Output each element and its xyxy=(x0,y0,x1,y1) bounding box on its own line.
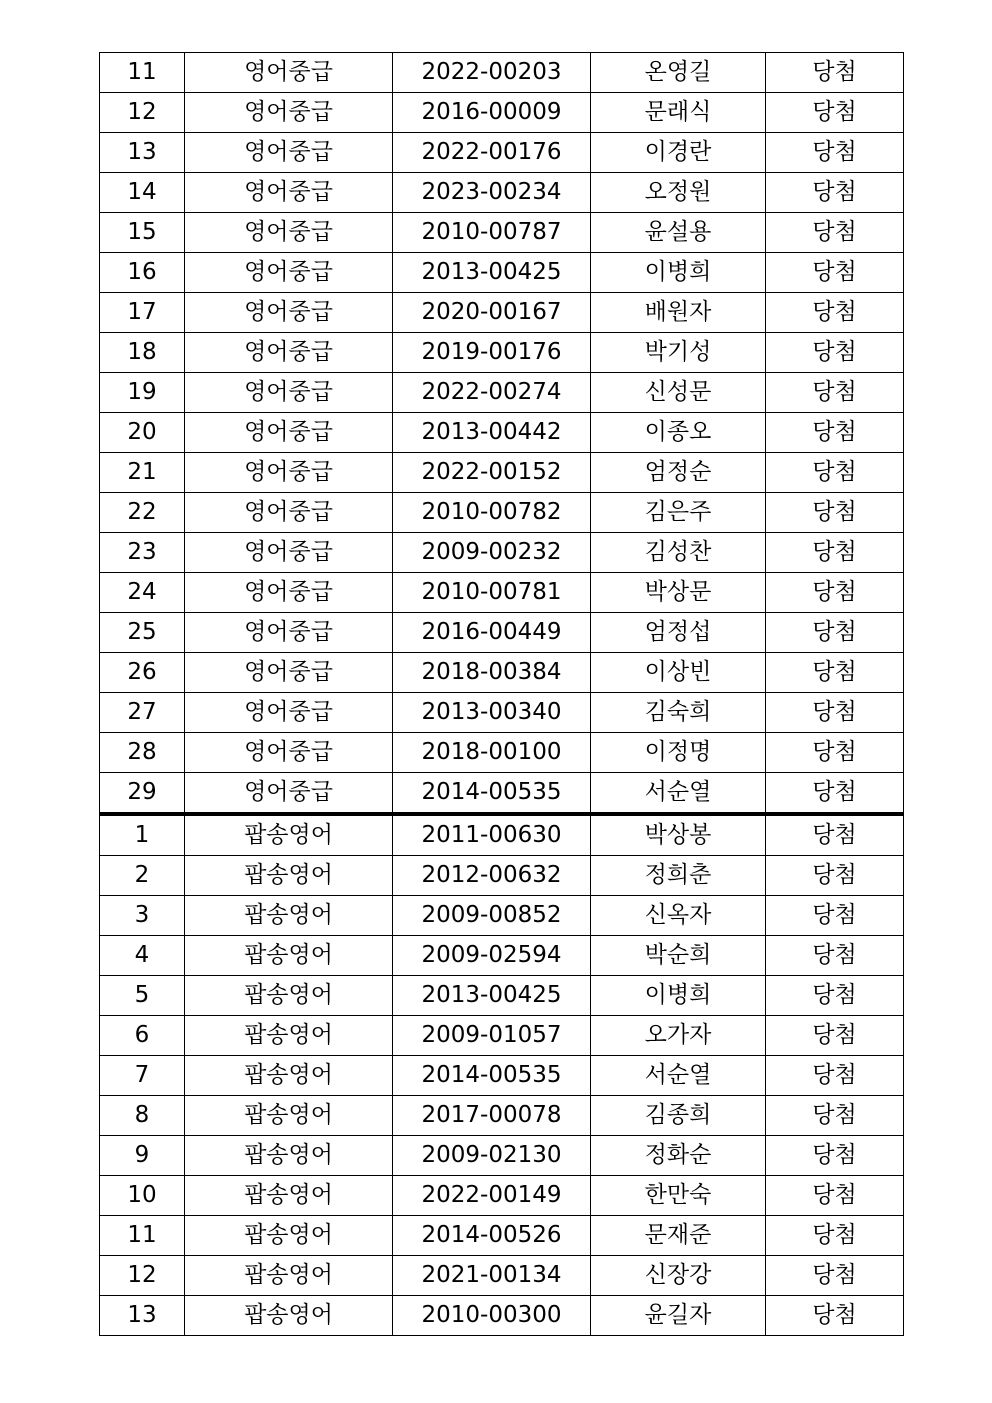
course-cell: 영어중급 xyxy=(185,253,393,293)
name-cell: 윤설용 xyxy=(591,213,766,253)
course-cell: 영어중급 xyxy=(185,693,393,733)
name-cell: 박기성 xyxy=(591,333,766,373)
registration-number-cell: 2010-00782 xyxy=(393,493,591,533)
course-cell: 팝송영어 xyxy=(185,936,393,976)
course-cell: 팝송영어 xyxy=(185,1216,393,1256)
row-number-cell: 14 xyxy=(100,173,185,213)
result-cell: 당첨 xyxy=(766,693,904,733)
table-row xyxy=(100,1016,904,1056)
table-row xyxy=(100,1296,904,1336)
table-row xyxy=(100,213,904,253)
result-cell: 당첨 xyxy=(766,53,904,93)
course-cell: 영어중급 xyxy=(185,453,393,493)
row-number-cell: 11 xyxy=(100,53,185,93)
table-row xyxy=(100,453,904,493)
result-cell: 당첨 xyxy=(766,1056,904,1096)
name-cell: 김성찬 xyxy=(591,533,766,573)
registration-number-cell: 2017-00078 xyxy=(393,1096,591,1136)
result-cell: 당첨 xyxy=(766,613,904,653)
table-row xyxy=(100,1056,904,1096)
table-row xyxy=(100,253,904,293)
row-number-cell: 25 xyxy=(100,613,185,653)
row-number-cell: 12 xyxy=(100,1256,185,1296)
name-cell: 한만숙 xyxy=(591,1176,766,1216)
course-cell: 팝송영어 xyxy=(185,1296,393,1336)
course-cell: 영어중급 xyxy=(185,413,393,453)
registration-number-cell: 2014-00535 xyxy=(393,1056,591,1096)
registration-number-cell: 2011-00630 xyxy=(393,814,591,856)
row-number-cell: 19 xyxy=(100,373,185,413)
row-number-cell: 7 xyxy=(100,1056,185,1096)
registration-number-cell: 2009-02130 xyxy=(393,1136,591,1176)
row-number-cell: 6 xyxy=(100,1016,185,1056)
name-cell: 김숙희 xyxy=(591,693,766,733)
result-cell: 당첨 xyxy=(766,453,904,493)
name-cell: 배원자 xyxy=(591,293,766,333)
table-row xyxy=(100,1136,904,1176)
name-cell: 김종희 xyxy=(591,1096,766,1136)
course-cell: 영어중급 xyxy=(185,293,393,333)
result-cell: 당첨 xyxy=(766,1016,904,1056)
table-row xyxy=(100,93,904,133)
result-cell: 당첨 xyxy=(766,93,904,133)
registration-number-cell: 2016-00009 xyxy=(393,93,591,133)
table-row xyxy=(100,693,904,733)
name-cell: 이상빈 xyxy=(591,653,766,693)
course-cell: 팝송영어 xyxy=(185,856,393,896)
name-cell: 이병희 xyxy=(591,253,766,293)
result-cell: 당첨 xyxy=(766,1096,904,1136)
row-number-cell: 13 xyxy=(100,133,185,173)
name-cell: 신옥자 xyxy=(591,896,766,936)
table-row xyxy=(100,173,904,213)
result-cell: 당첨 xyxy=(766,733,904,773)
row-number-cell: 24 xyxy=(100,573,185,613)
name-cell: 엄정섭 xyxy=(591,613,766,653)
course-cell: 영어중급 xyxy=(185,733,393,773)
table-row xyxy=(100,533,904,573)
row-number-cell: 8 xyxy=(100,1096,185,1136)
registration-number-cell: 2009-00232 xyxy=(393,533,591,573)
table-row xyxy=(100,936,904,976)
row-number-cell: 9 xyxy=(100,1136,185,1176)
row-number-cell: 11 xyxy=(100,1216,185,1256)
result-cell: 당첨 xyxy=(766,493,904,533)
row-number-cell: 27 xyxy=(100,693,185,733)
table-row xyxy=(100,1096,904,1136)
course-cell: 영어중급 xyxy=(185,573,393,613)
result-cell: 당첨 xyxy=(766,573,904,613)
table-row xyxy=(100,293,904,333)
registration-number-cell: 2010-00787 xyxy=(393,213,591,253)
result-cell: 당첨 xyxy=(766,533,904,573)
registration-number-cell: 2013-00425 xyxy=(393,253,591,293)
name-cell: 서순열 xyxy=(591,1056,766,1096)
row-number-cell: 12 xyxy=(100,93,185,133)
course-cell: 영어중급 xyxy=(185,653,393,693)
course-cell: 영어중급 xyxy=(185,133,393,173)
result-cell: 당첨 xyxy=(766,293,904,333)
course-cell: 영어중급 xyxy=(185,53,393,93)
name-cell: 이경란 xyxy=(591,133,766,173)
registration-number-cell: 2022-00176 xyxy=(393,133,591,173)
name-cell: 문래식 xyxy=(591,93,766,133)
result-cell: 당첨 xyxy=(766,896,904,936)
table-row xyxy=(100,856,904,896)
name-cell: 서순열 xyxy=(591,773,766,815)
course-cell: 영어중급 xyxy=(185,613,393,653)
result-cell: 당첨 xyxy=(766,253,904,293)
result-cell: 당첨 xyxy=(766,653,904,693)
row-number-cell: 1 xyxy=(100,814,185,856)
registration-number-cell: 2009-02594 xyxy=(393,936,591,976)
table-row xyxy=(100,1216,904,1256)
table-row xyxy=(100,814,904,856)
registration-number-cell: 2016-00449 xyxy=(393,613,591,653)
course-cell: 팝송영어 xyxy=(185,1016,393,1056)
result-cell: 당첨 xyxy=(766,413,904,453)
name-cell: 정화순 xyxy=(591,1136,766,1176)
name-cell: 온영길 xyxy=(591,53,766,93)
result-cell: 당첨 xyxy=(766,1176,904,1216)
course-cell: 영어중급 xyxy=(185,93,393,133)
registration-number-cell: 2022-00203 xyxy=(393,53,591,93)
table-row xyxy=(100,373,904,413)
winners-table xyxy=(99,52,904,1336)
registration-number-cell: 2014-00535 xyxy=(393,773,591,815)
table-row xyxy=(100,613,904,653)
name-cell: 엄정순 xyxy=(591,453,766,493)
row-number-cell: 10 xyxy=(100,1176,185,1216)
result-cell: 당첨 xyxy=(766,373,904,413)
row-number-cell: 22 xyxy=(100,493,185,533)
table-row xyxy=(100,413,904,453)
row-number-cell: 26 xyxy=(100,653,185,693)
winners-table-body xyxy=(100,53,904,1336)
name-cell: 오가자 xyxy=(591,1016,766,1056)
row-number-cell: 13 xyxy=(100,1296,185,1336)
name-cell: 윤길자 xyxy=(591,1296,766,1336)
course-cell: 영어중급 xyxy=(185,213,393,253)
row-number-cell: 23 xyxy=(100,533,185,573)
course-cell: 팝송영어 xyxy=(185,1256,393,1296)
result-cell: 당첨 xyxy=(766,213,904,253)
result-cell: 당첨 xyxy=(766,1296,904,1336)
registration-number-cell: 2010-00781 xyxy=(393,573,591,613)
row-number-cell: 28 xyxy=(100,733,185,773)
registration-number-cell: 2013-00425 xyxy=(393,976,591,1016)
result-cell: 당첨 xyxy=(766,133,904,173)
name-cell: 박순희 xyxy=(591,936,766,976)
result-cell: 당첨 xyxy=(766,773,904,815)
registration-number-cell: 2022-00274 xyxy=(393,373,591,413)
registration-number-cell: 2023-00234 xyxy=(393,173,591,213)
row-number-cell: 2 xyxy=(100,856,185,896)
name-cell: 박상문 xyxy=(591,573,766,613)
table-row xyxy=(100,976,904,1016)
result-cell: 당첨 xyxy=(766,936,904,976)
course-cell: 팝송영어 xyxy=(185,1096,393,1136)
registration-number-cell: 2020-00167 xyxy=(393,293,591,333)
registration-number-cell: 2009-01057 xyxy=(393,1016,591,1056)
table-row xyxy=(100,333,904,373)
name-cell: 문재준 xyxy=(591,1216,766,1256)
registration-number-cell: 2022-00149 xyxy=(393,1176,591,1216)
registration-number-cell: 2022-00152 xyxy=(393,453,591,493)
result-cell: 당첨 xyxy=(766,1216,904,1256)
registration-number-cell: 2010-00300 xyxy=(393,1296,591,1336)
course-cell: 영어중급 xyxy=(185,333,393,373)
name-cell: 이병희 xyxy=(591,976,766,1016)
table-row xyxy=(100,53,904,93)
row-number-cell: 21 xyxy=(100,453,185,493)
course-cell: 팝송영어 xyxy=(185,976,393,1016)
course-cell: 팝송영어 xyxy=(185,1136,393,1176)
registration-number-cell: 2013-00442 xyxy=(393,413,591,453)
name-cell: 오정원 xyxy=(591,173,766,213)
row-number-cell: 4 xyxy=(100,936,185,976)
registration-number-cell: 2018-00384 xyxy=(393,653,591,693)
name-cell: 이정명 xyxy=(591,733,766,773)
table-row xyxy=(100,733,904,773)
table-row xyxy=(100,1256,904,1296)
result-cell: 당첨 xyxy=(766,976,904,1016)
registration-number-cell: 2012-00632 xyxy=(393,856,591,896)
table-row xyxy=(100,493,904,533)
registration-number-cell: 2018-00100 xyxy=(393,733,591,773)
result-cell: 당첨 xyxy=(766,173,904,213)
name-cell: 박상봉 xyxy=(591,814,766,856)
table-row xyxy=(100,1176,904,1216)
row-number-cell: 18 xyxy=(100,333,185,373)
course-cell: 영어중급 xyxy=(185,173,393,213)
name-cell: 신성문 xyxy=(591,373,766,413)
table-row xyxy=(100,773,904,815)
name-cell: 신장강 xyxy=(591,1256,766,1296)
registration-number-cell: 2019-00176 xyxy=(393,333,591,373)
result-cell: 당첨 xyxy=(766,856,904,896)
result-cell: 당첨 xyxy=(766,333,904,373)
course-cell: 팝송영어 xyxy=(185,814,393,856)
course-cell: 팝송영어 xyxy=(185,896,393,936)
registration-number-cell: 2021-00134 xyxy=(393,1256,591,1296)
registration-number-cell: 2009-00852 xyxy=(393,896,591,936)
name-cell: 정희춘 xyxy=(591,856,766,896)
table-row xyxy=(100,133,904,173)
registration-number-cell: 2013-00340 xyxy=(393,693,591,733)
row-number-cell: 17 xyxy=(100,293,185,333)
result-cell: 당첨 xyxy=(766,814,904,856)
result-cell: 당첨 xyxy=(766,1136,904,1176)
table-row xyxy=(100,653,904,693)
course-cell: 팝송영어 xyxy=(185,1056,393,1096)
row-number-cell: 20 xyxy=(100,413,185,453)
row-number-cell: 3 xyxy=(100,896,185,936)
row-number-cell: 5 xyxy=(100,976,185,1016)
course-cell: 영어중급 xyxy=(185,533,393,573)
course-cell: 영어중급 xyxy=(185,773,393,815)
row-number-cell: 15 xyxy=(100,213,185,253)
table-row xyxy=(100,896,904,936)
table-row xyxy=(100,573,904,613)
course-cell: 영어중급 xyxy=(185,493,393,533)
row-number-cell: 29 xyxy=(100,773,185,815)
course-cell: 영어중급 xyxy=(185,373,393,413)
name-cell: 이종오 xyxy=(591,413,766,453)
result-cell: 당첨 xyxy=(766,1256,904,1296)
name-cell: 김은주 xyxy=(591,493,766,533)
registration-number-cell: 2014-00526 xyxy=(393,1216,591,1256)
row-number-cell: 16 xyxy=(100,253,185,293)
course-cell: 팝송영어 xyxy=(185,1176,393,1216)
